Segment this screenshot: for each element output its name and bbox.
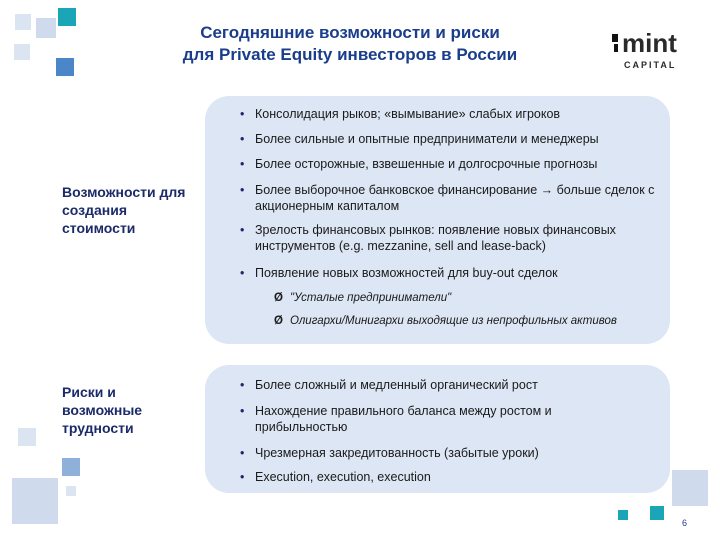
sub-list-item-text: "Усталые предприниматели" — [290, 292, 452, 304]
decor-square — [18, 428, 36, 446]
title-line-2: для Private Equity инвесторов в России — [182, 45, 518, 64]
decor-square — [618, 510, 628, 520]
bullet-dot: • — [240, 470, 245, 484]
list-item-text: Более сильные и опытные предприниматели и менеджеры — [255, 132, 599, 146]
list-item-text: Нахождение правильного баланса между ростом и прибыльностью — [255, 404, 552, 434]
opportunities-label: Возможности для создания стоимости — [62, 184, 186, 236]
list-item-text: Более сложный и медленный органический рост — [255, 378, 538, 392]
sub-list-item-text: Олигархи/Минигархи выходящие из непрофильных активов — [290, 315, 617, 327]
bullet-dot: • — [240, 107, 245, 121]
decor-square — [56, 58, 74, 76]
decor-square — [36, 18, 56, 38]
bullet-dot: • — [240, 404, 245, 418]
logo-bar — [612, 34, 618, 42]
decor-square — [15, 14, 31, 30]
arrow-bullet-icon: Ø — [274, 315, 283, 327]
list-item-text: Более осторожные, взвешенные и долгосрочные прогнозы — [255, 157, 598, 171]
list-item-text: Более выборочное банковское финансирование → больше сделок с акционерным капиталом — [255, 183, 655, 213]
list-item-text: Зрелость финансовых рынков: появление новых финансовых инструментов (e.g. mezzanine, sell and lease-back) — [255, 223, 616, 253]
bullet-dot: • — [240, 132, 245, 146]
decor-square — [12, 478, 58, 524]
mint-capital-logo — [612, 30, 688, 76]
decor-square — [58, 8, 76, 26]
bullet-dot: • — [240, 183, 245, 197]
decor-square — [62, 458, 80, 476]
bullet-dot: • — [240, 378, 245, 392]
decor-square — [14, 44, 30, 60]
logo-sub: CAPITAL — [624, 60, 677, 70]
bullet-dot: • — [240, 157, 245, 171]
risks-label: Риски и возможные трудности — [62, 384, 143, 436]
list-item-text: Execution, execution, execution — [255, 470, 431, 484]
decor-square — [650, 506, 664, 520]
decor-square — [672, 470, 708, 506]
page-title — [120, 22, 580, 66]
decor-square — [66, 486, 76, 496]
title-line-1: Сегодняшние возможности и риски — [200, 23, 500, 42]
list-item-text: Консолидация рыков; «вымывание» слабых игроков — [255, 107, 561, 121]
logo-bar — [614, 44, 618, 52]
logo-word: mint — [622, 28, 677, 58]
bullet-dot: • — [240, 446, 245, 460]
arrow-bullet-icon: Ø — [274, 292, 283, 304]
list-item-text: Появление новых возможностей для buy-out сделок — [255, 266, 558, 280]
bullet-dot: • — [240, 266, 245, 280]
list-item-text: Чрезмерная закредитованность (забытые уроки) — [255, 446, 539, 460]
page-number: 6 — [682, 518, 688, 528]
bullet-dot: • — [240, 223, 245, 237]
